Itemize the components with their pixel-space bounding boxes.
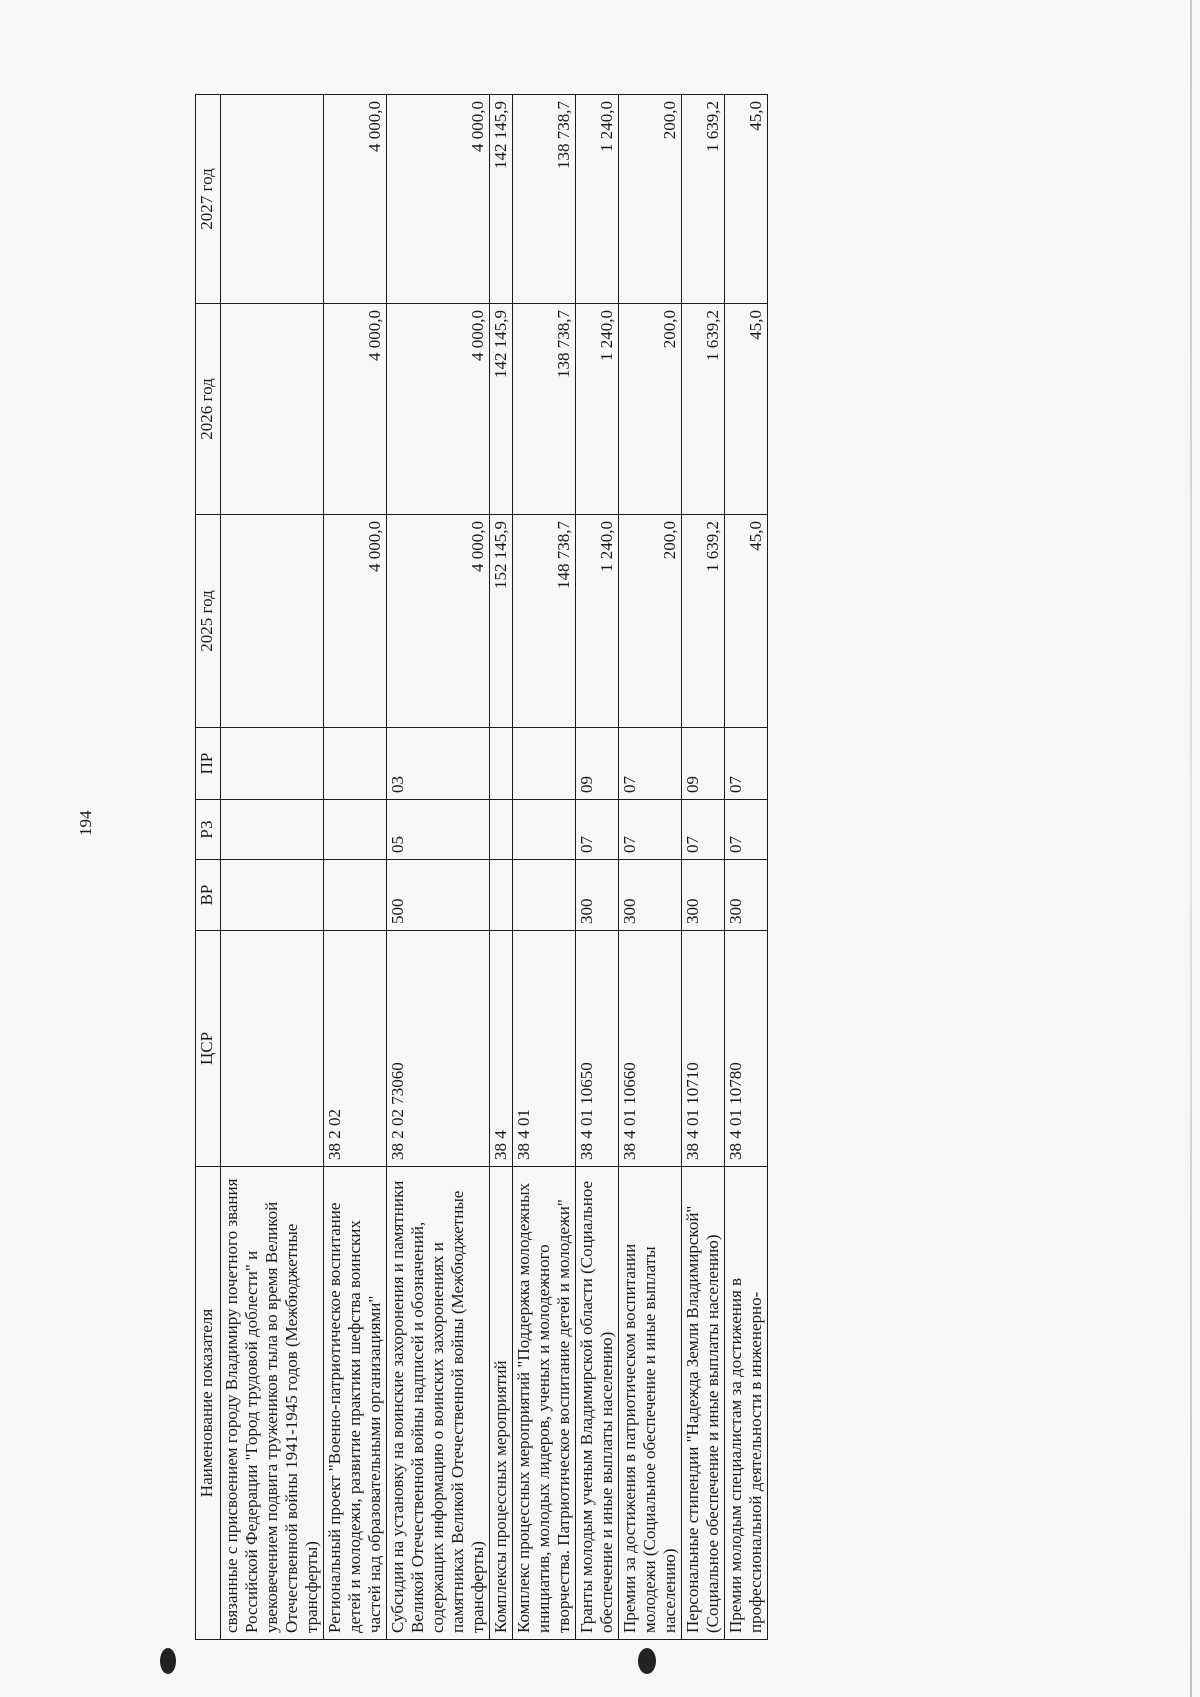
- cell-rz: 07: [576, 800, 619, 860]
- page-number: 194: [76, 810, 95, 836]
- cell-y2026: [221, 304, 324, 515]
- cell-vr: [221, 860, 324, 931]
- cell-csr: 38 4: [490, 931, 513, 1167]
- table-row: [324, 95, 387, 1640]
- cell-csr: 38 4 01: [513, 931, 576, 1167]
- cell-csr: 38 2 02: [324, 931, 387, 1167]
- cell-rz: 05: [387, 800, 490, 860]
- cell-name: Премии за достижения в патриотическом воспитании молодежи (Социальное обеспечение и иные выплаты населению): [619, 1167, 682, 1640]
- rotated-table-container: [195, 95, 1082, 1640]
- cell-pr: 09: [682, 728, 725, 800]
- cell-y2025: 4 000,0: [387, 515, 490, 728]
- cell-name: Персональные стипендии "Надежда Земли Владимирской" (Социальное обеспечение и иные выплаты населению): [682, 1167, 725, 1640]
- cell-rz: 07: [619, 800, 682, 860]
- header-2025: 2025 год: [196, 515, 221, 728]
- cell-y2027: 200,0: [619, 95, 682, 304]
- cell-y2025: 148 738,7: [513, 515, 576, 728]
- cell-y2027: 4 000,0: [324, 95, 387, 304]
- cell-rz: 07: [725, 800, 768, 860]
- cell-pr: [490, 728, 513, 800]
- cell-pr: [513, 728, 576, 800]
- cell-csr: 38 4 01 10650: [576, 931, 619, 1167]
- cell-csr: 38 2 02 73060: [387, 931, 490, 1167]
- cell-y2027: 1 240,0: [576, 95, 619, 304]
- cell-y2027: 138 738,7: [513, 95, 576, 304]
- cell-y2026: 1 639,2: [682, 304, 725, 515]
- cell-rz: [490, 800, 513, 860]
- cell-y2026: 4 000,0: [387, 304, 490, 515]
- table-row: [387, 95, 490, 1640]
- cell-vr: 300: [576, 860, 619, 931]
- header-2027: 2027 год: [196, 95, 221, 304]
- budget-table: [195, 94, 768, 1640]
- header-name: Наименование показателя: [196, 1167, 221, 1640]
- table-row: [513, 95, 576, 1640]
- cell-y2027: [221, 95, 324, 304]
- header-csr: ЦСР: [196, 931, 221, 1167]
- cell-rz: [324, 800, 387, 860]
- cell-pr: [324, 728, 387, 800]
- scan-edge-shadow: [1190, 0, 1192, 1697]
- cell-y2025: 4 000,0: [324, 515, 387, 728]
- cell-name: Субсидии на установку на воинские захоронения и памятники Великой Отечественной войны надписей и обозначений, содержащих информацию о воинских захоронениях и памятниках Великой Отечественной войны (Межбюджетные трансферты): [387, 1167, 490, 1640]
- cell-vr: [513, 860, 576, 931]
- cell-y2026: 138 738,7: [513, 304, 576, 515]
- cell-y2026: 45,0: [725, 304, 768, 515]
- cell-csr: [221, 931, 324, 1167]
- table-row: [619, 95, 682, 1640]
- cell-name: Комплекс процессных мероприятий "Поддержка молодежных инициатив, молодых лидеров, ученых и молодежного творчества. Патриотическое воспитание детей и молодежи": [513, 1167, 576, 1640]
- cell-name: Комплексы процессных мероприятий: [490, 1167, 513, 1640]
- cell-pr: 07: [619, 728, 682, 800]
- table-row: [576, 95, 619, 1640]
- cell-pr: [221, 728, 324, 800]
- cell-rz: [221, 800, 324, 860]
- cell-pr: 03: [387, 728, 490, 800]
- cell-csr: 38 4 01 10780: [725, 931, 768, 1167]
- cell-y2027: 1 639,2: [682, 95, 725, 304]
- cell-pr: 07: [725, 728, 768, 800]
- cell-y2025: [221, 515, 324, 728]
- cell-vr: [324, 860, 387, 931]
- cell-csr: 38 4 01 10660: [619, 931, 682, 1167]
- cell-name: Премии молодым специалистам за достижения в профессиональной деятельности в инженерно-: [725, 1167, 768, 1640]
- header-2026: 2026 год: [196, 304, 221, 515]
- cell-y2025: 1 639,2: [682, 515, 725, 728]
- cell-y2025: 200,0: [619, 515, 682, 728]
- cell-vr: [490, 860, 513, 931]
- header-pr: ПР: [196, 728, 221, 800]
- cell-vr: 300: [619, 860, 682, 931]
- cell-y2027: 142 145,9: [490, 95, 513, 304]
- cell-name: связанные с присвоением городу Владимиру почетного звания Российской Федерации "Город трудовой доблести" и увековечением подвига тружеников тыла во время Великой Отечественной войны 1941-1945 годов (Межбюджетные трансферты): [221, 1167, 324, 1640]
- cell-y2026: 4 000,0: [324, 304, 387, 515]
- cell-y2025: 45,0: [725, 515, 768, 728]
- cell-name: Гранты молодым ученым Владимирской области (Социальное обеспечение и иные выплаты населению): [576, 1167, 619, 1640]
- cell-pr: 09: [576, 728, 619, 800]
- cell-vr: 300: [725, 860, 768, 931]
- cell-csr: 38 4 01 10710: [682, 931, 725, 1167]
- table-row: [682, 95, 725, 1640]
- scan-speck: [638, 1648, 656, 1674]
- header-rz: РЗ: [196, 800, 221, 860]
- cell-y2027: 45,0: [725, 95, 768, 304]
- table-row: [725, 95, 768, 1640]
- cell-y2026: 200,0: [619, 304, 682, 515]
- cell-rz: 07: [682, 800, 725, 860]
- cell-rz: [513, 800, 576, 860]
- cell-y2026: 142 145,9: [490, 304, 513, 515]
- table-row: [221, 95, 324, 1640]
- table-row: [490, 95, 513, 1640]
- cell-y2027: 4 000,0: [387, 95, 490, 304]
- cell-y2025: 152 145,9: [490, 515, 513, 728]
- header-vr: ВР: [196, 860, 221, 931]
- cell-y2026: 1 240,0: [576, 304, 619, 515]
- cell-name: Региональный проект "Военно-патриотическое воспитание детей и молодежи, развитие практики шефства воинских частей над образовательными организациями": [324, 1167, 387, 1640]
- cell-vr: 300: [682, 860, 725, 931]
- cell-y2025: 1 240,0: [576, 515, 619, 728]
- cell-vr: 500: [387, 860, 490, 931]
- table-header-row: [196, 95, 221, 1640]
- scan-speck: [160, 1648, 176, 1674]
